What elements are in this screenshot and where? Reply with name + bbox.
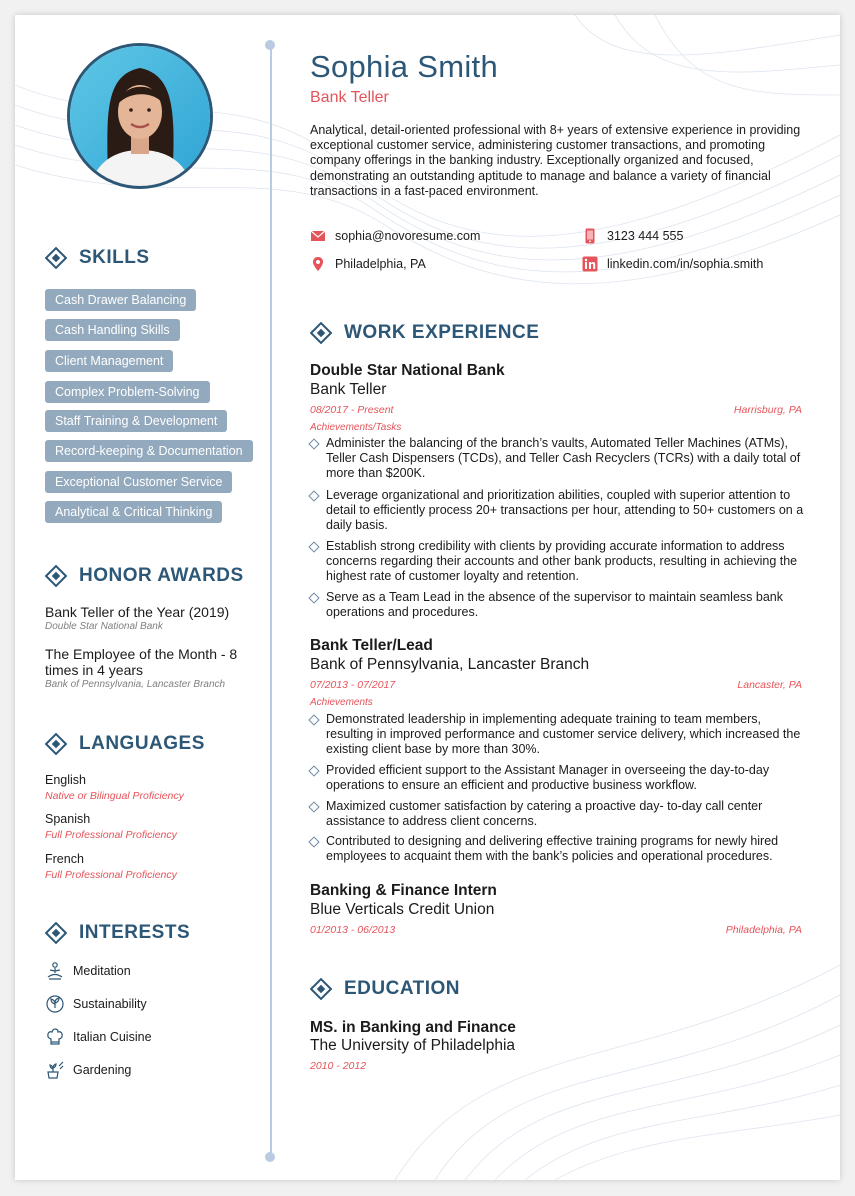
- phone-icon: [582, 228, 598, 244]
- gardening-icon: [45, 1060, 65, 1080]
- awards-heading: [45, 565, 244, 587]
- bullet-diamond-icon: [308, 836, 319, 847]
- languages-heading: [45, 733, 205, 755]
- sustainability-icon: [45, 994, 65, 1014]
- interests-title: INTERESTS: [79, 922, 191, 943]
- job-company: Double Star National Bank: [310, 362, 505, 379]
- bullet-diamond-icon: [308, 765, 319, 776]
- candidate-title: Bank Teller: [310, 89, 389, 106]
- contact-phone: [582, 228, 683, 244]
- skill-tag: Cash Drawer Balancing: [45, 289, 196, 311]
- skill-tag: Analytical & Critical Thinking: [45, 501, 222, 523]
- interest-label: Meditation: [73, 964, 131, 978]
- skills-heading: [45, 247, 150, 269]
- job-dates: 01/2013 - 06/2013: [310, 924, 396, 936]
- bullet-diamond-icon: [308, 714, 319, 725]
- job-location: Lancaster, PA: [737, 679, 802, 691]
- timeline-dot-bottom: [265, 1152, 275, 1162]
- skill-tag: Record-keeping & Documentation: [45, 440, 253, 462]
- location-pin-icon: [310, 256, 326, 272]
- bullet-diamond-icon: [308, 541, 319, 552]
- interest-label: Italian Cuisine: [73, 1030, 152, 1044]
- diamond-icon: [45, 565, 67, 587]
- award-title: Bank Teller of the Year (2019): [45, 604, 230, 620]
- skills-title: SKILLS: [79, 247, 150, 268]
- interest-item: [45, 961, 131, 981]
- linkedin-icon: [582, 256, 598, 272]
- linkedin-text: linkedin.com/in/sophia.smith: [607, 257, 764, 271]
- bullet-diamond-icon: [308, 801, 319, 812]
- education-school: The University of Philadelphia: [310, 1037, 516, 1054]
- chef-hat-icon: [45, 1027, 65, 1047]
- interest-label: Sustainability: [73, 997, 147, 1011]
- language-level: Native or Bilingual Proficiency: [45, 790, 184, 802]
- language-name: English: [45, 773, 86, 787]
- job-label: Achievements: [310, 697, 373, 708]
- job-company: Bank Teller/Lead: [310, 637, 433, 654]
- contact-location: [310, 256, 426, 272]
- diamond-icon: [45, 733, 67, 755]
- contact-linkedin: [582, 256, 763, 272]
- education-degree: MS. in Banking and Finance: [310, 1019, 516, 1036]
- skill-tag: Exceptional Customer Service: [45, 471, 232, 493]
- timeline-line: [270, 45, 272, 1157]
- resume-page: SKILLS Cash Drawer Balancing Cash Handling Skills Client Management Complex Problem-Solving Staff Training & Development Record-keeping & Documentation Exceptional Customer Service Analytical & Critical Thinking HONOR AWARDS Bank Teller of the Year (2019) Double Star National Bank The Employee of the Month - 8 times in 4 years Bank of Pennsylvania, Lancaster Branch LANGUAGES English Native or Bilingual Proficiency Spanish Full Professional Proficiency French Full Professional Proficiency INTERESTS Meditation Sustainability Italian Cuisine Gardening Sophia Smith Bank Teller Analytical, detail-oriented professional with 8+ years of extensive experience in providing exceptional customer service, administering customer transactions, and promoting company offerings in the banking industry. Exceptionally organized and focused, demonstrating an outstanding aptitude to manage and balance a variety of financial transactions in a fast-paced environment. sophia@novoresume.com 3123 444 555 Philadelphia, PA linkedin.com/in/sophia.smith WORK EXPERIENCE Double Star National Bank Bank Teller 08/2017 - Present Harrisburg, PA Achievements/Tasks Administer the balancing of the branch’s vaults, Automated Teller Machines (ATMs), Teller Cash Dispensers (TCDs), and Teller Cash Recyclers (TCRs) with a daily total of more than $200K. Leverage organizational and prioritization abilities, coupled with superior attention to detail to efficiently process 20+ transactions per hour, attending to 50+ customers on a daily basis. Establish strong credibility with clients by providing accurate information to address concerns regarding their accounts and other bank products, resulting in achieving the highest rate of customer loyalty and retention. Serve as a Team Lead in the absence of the supervisor to maintain seamless bank operations and procedures. Bank Teller/Lead Bank of Pennsylvania, Lancaster Branch 07/2013 - 07/2017 Lancaster, PA Achievements Demonstrated leadership in implementing adequate training to team members, resulting in improved performance and customer service delivery, which increased the existing client base by more than 30%. Provided efficient support to the Assistant Manager in overseeing the day-to-day operations to ensure an efficient and productive business workflow. Maximized customer satisfaction by catering a proactive day- to-day call center assistance to address client concerns. Contributed to designing and delivering effective training programs for newly hired employees to acquaint them with the bank’s policies and operational procedures. Banking & Finance Intern Blue Verticals Credit Union 01/2013 - 06/2013 Philadelphia, PA EDUCATION MS. in Banking and Finance The University of Philadelphia 2010 - 2012: [15, 15, 840, 1180]
- diamond-icon: [310, 978, 332, 1000]
- job-role: Bank Teller: [310, 381, 387, 398]
- job-location: Philadelphia, PA: [725, 924, 802, 936]
- bullet-diamond-icon: [308, 592, 319, 603]
- language-name: French: [45, 852, 84, 866]
- skill-tag: Complex Problem-Solving: [45, 381, 210, 403]
- languages-title: LANGUAGES: [79, 733, 205, 754]
- diamond-icon: [45, 922, 67, 944]
- contact-email: [310, 228, 480, 244]
- award-title: The Employee of the Month - 8 times in 4 years: [45, 646, 238, 678]
- diamond-icon: [310, 322, 332, 344]
- skill-tag: Cash Handling Skills: [45, 319, 180, 341]
- job-label: Achievements/Tasks: [310, 422, 402, 433]
- job-company: Banking & Finance Intern: [310, 882, 497, 899]
- job-role: Blue Verticals Credit Union: [310, 901, 495, 918]
- skill-tag: Client Management: [45, 350, 173, 372]
- skill-tag: Staff Training & Development: [45, 410, 227, 432]
- meditation-icon: [45, 961, 65, 981]
- education-dates: 2010 - 2012: [310, 1060, 367, 1072]
- interest-item: [45, 1060, 131, 1080]
- awards-title: HONOR AWARDS: [79, 565, 244, 586]
- email-icon: [310, 228, 326, 244]
- timeline-dot-top: [265, 40, 275, 50]
- bullet-diamond-icon: [308, 438, 319, 449]
- profile-summary: Analytical, detail-oriented professional with 8+ years of extensive experience in providing exceptional customer service, administering customer transactions, and promoting company offerings in the banking industry. Exceptionally organized and focused, demonstrating an outstanding aptitude to manage and balance a variety of financial transactions in a fast-paced environment.: [310, 123, 801, 198]
- interest-item: [45, 994, 147, 1014]
- work-heading: [310, 322, 539, 344]
- interest-item: [45, 1027, 152, 1047]
- interests-heading: [45, 922, 190, 944]
- phone-text: 3123 444 555: [607, 229, 684, 243]
- candidate-name: Sophia Smith: [310, 49, 498, 84]
- award-org: Bank of Pennsylvania, Lancaster Branch: [45, 679, 226, 690]
- job-dates: 07/2013 - 07/2017: [310, 679, 396, 691]
- education-title: EDUCATION: [344, 978, 461, 999]
- education-heading: [310, 978, 460, 1000]
- interest-label: Gardening: [73, 1063, 132, 1077]
- language-level: Full Professional Proficiency: [45, 829, 177, 841]
- award-org: Double Star National Bank: [45, 621, 163, 632]
- bullet-diamond-icon: [308, 490, 319, 501]
- diamond-icon: [45, 247, 67, 269]
- work-title: WORK EXPERIENCE: [344, 322, 540, 343]
- language-level: Full Professional Proficiency: [45, 869, 177, 881]
- job-location: Harrisburg, PA: [733, 404, 802, 416]
- email-text: sophia@novoresume.com: [335, 229, 481, 243]
- language-name: Spanish: [45, 812, 91, 826]
- job-role: Bank of Pennsylvania, Lancaster Branch: [310, 656, 590, 673]
- job-dates: 08/2017 - Present: [310, 404, 394, 416]
- location-text: Philadelphia, PA: [335, 257, 426, 271]
- profile-photo: [67, 43, 213, 189]
